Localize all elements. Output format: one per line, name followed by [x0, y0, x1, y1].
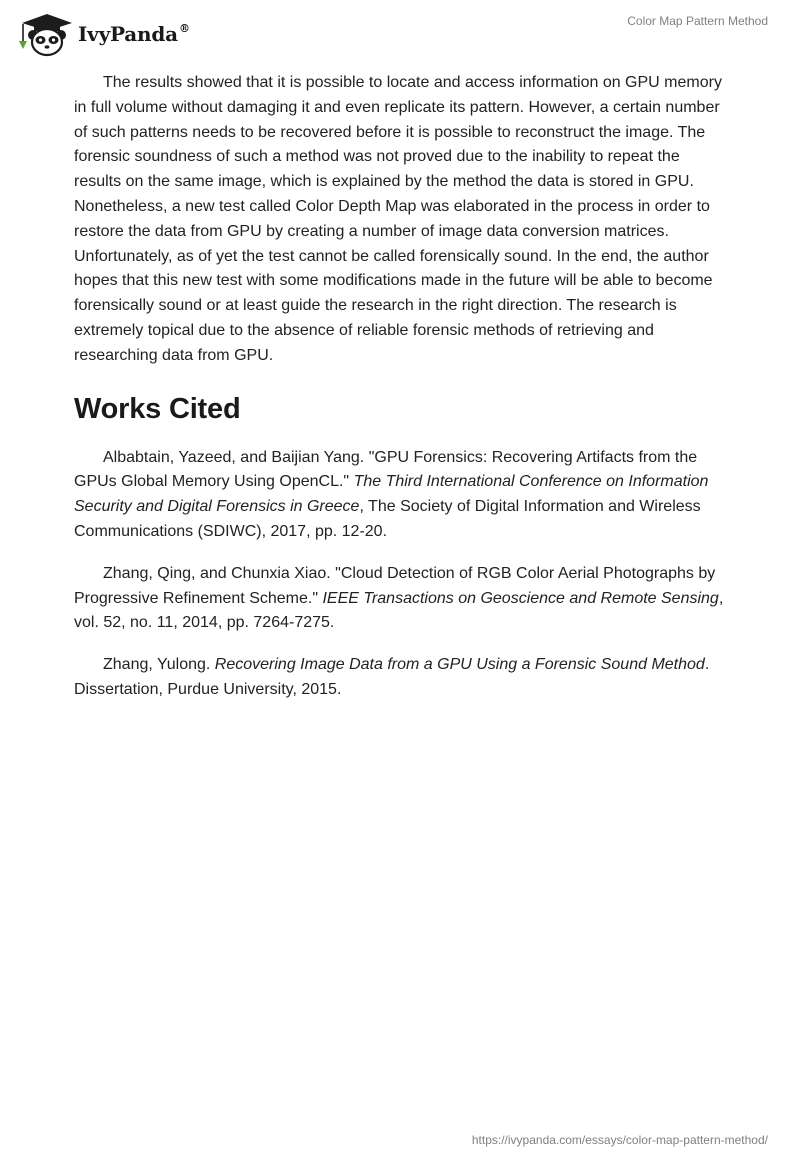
page-header: [0, 0, 800, 64]
citation-2-source: IEEE Transactions on Geoscience and Remote Sensing: [322, 589, 719, 607]
citation-3-authors: Zhang, Yulong.: [103, 656, 215, 674]
panda-graduate-icon: [14, 9, 76, 57]
registered-mark: ®: [178, 22, 190, 35]
works-cited-heading: Works Cited: [74, 392, 241, 425]
logo-wordmark: [78, 22, 190, 46]
citation-3-details: . Dissertation, Purdue University, 2015.: [74, 656, 710, 698]
citation-1-details: , The Society of Digital Information and Wireless Communications (SDIWC), 2017, pp. 12-20.: [74, 498, 701, 540]
essay-content: [74, 71, 726, 720]
citation-1-authors: Albabtain, Yazeed, and Baijian Yang. "GPU Forensics: Recovering Artifacts from the GPUs Global Memory Using OpenCL.": [74, 448, 698, 491]
citation-entry-3: [74, 653, 726, 703]
citation-1-source: The Third International Conference on Information Security and Digital Forensics in Greece: [74, 473, 709, 516]
citation-2-authors: Zhang, Qing, and Chunxia Xiao. "Cloud Detection of RGB Color Aerial Photographs by Progressive Refinement Scheme.": [74, 564, 716, 607]
ivypanda-logo[interactable]: [14, 9, 214, 57]
running-title: Color Map Pattern Method: [627, 14, 768, 28]
citation-list: [74, 446, 726, 703]
citation-entry-1: [74, 446, 726, 545]
logo-name: IvyPanda: [78, 22, 178, 46]
citation-3-source: Recovering Image Data from a GPU Using a Forensic Sound Method: [214, 656, 705, 674]
conclusion-paragraph: The results showed that it is possible to locate and access information on GPU memory in full volume without damaging it and even replicate its pattern. However, a certain number of such patterns needs to be recovered before it is possible to reconstruct the image. The forensic soundness of such a method was not proved due to the inability to repeat the results on the same image, which is explained by the method the data is stored in GPU. Nonetheless, a new test called Color Depth Map was elaborated in the process in order to restore the data from GPU by creating a number of image data conversion matrices. Unfortunately, as of yet the test cannot be called forensically sound. In the end, the author hopes that this new test with some modifications made in the future will be able to become forensically sound or at least guide the research in the right direction. The research is extremely topical due to the absence of reliable forensic methods of retrieving and researching data from GPU.: [74, 74, 722, 364]
citation-2-details: , vol. 52, no. 11, 2014, pp. 7264-7275.: [74, 589, 724, 632]
source-url[interactable]: https://ivypanda.com/essays/color-map-pattern-method/: [471, 1133, 768, 1147]
citation-entry-2: [74, 562, 726, 636]
